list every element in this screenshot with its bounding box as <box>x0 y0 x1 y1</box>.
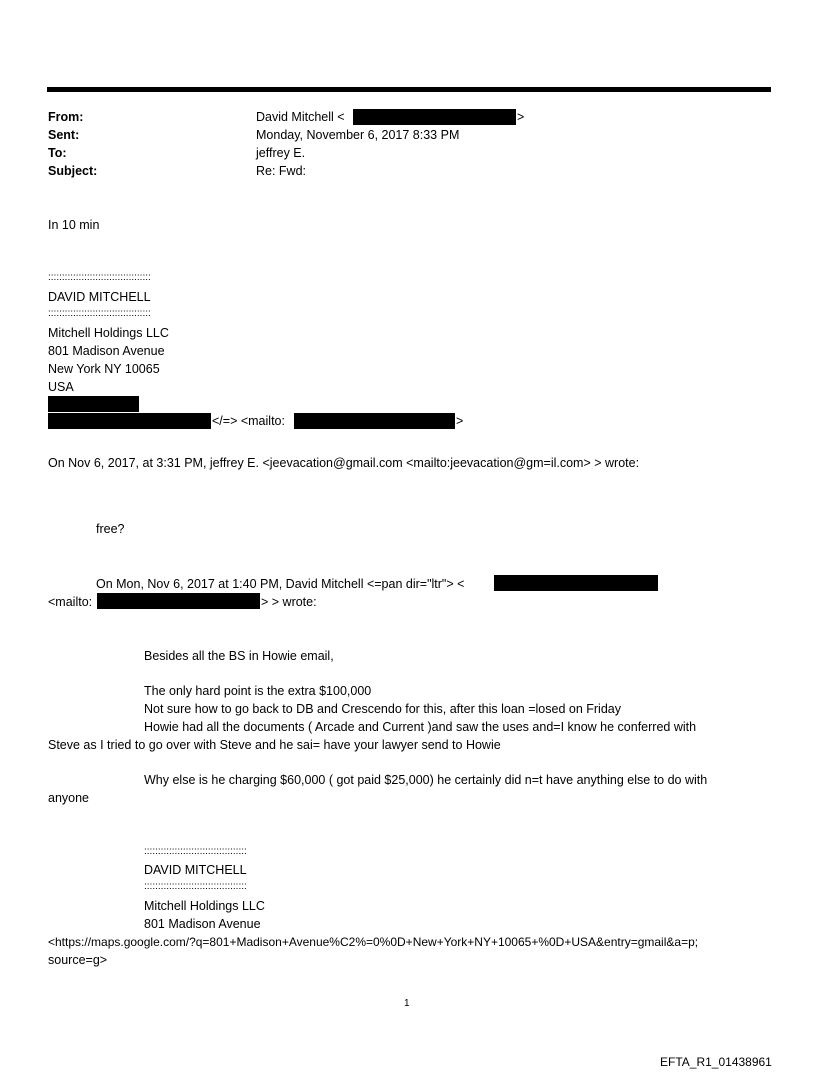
from-value-prefix: David Mitchell < <box>256 110 345 124</box>
reply-body: In 10 min <box>48 218 100 232</box>
paragraph: Steve as I tried to go over with Steve and he sai= have your lawyer send to Howie <box>48 738 501 752</box>
from-value-suffix: > <box>517 110 525 124</box>
paragraph: Besides all the BS in Howie email, <box>144 649 334 663</box>
map-link-continued[interactable]: source=g> <box>48 953 108 967</box>
redaction-box <box>353 109 516 125</box>
quote-attribution: On Nov 6, 2017, at 3:31 PM, jeffrey E. <jeevacation@gmail.com <mailto:jeevacation@gm=il.com> > wrote: <box>48 456 640 470</box>
redaction-box <box>294 413 455 429</box>
page-number: 1 <box>404 998 410 1009</box>
map-link[interactable]: <https://maps.google.com/?q=801+Madison+Avenue%C2%=0%0D+New+York+NY+10065+%0D+USA&entry=gmail&a=p; <box>48 935 699 949</box>
signature-divider: ::::::::::::::::::::::::::::::::::::: <box>48 272 151 283</box>
signature-divider: ::::::::::::::::::::::::::::::::::::: <box>144 881 247 892</box>
paragraph: The only hard point is the extra $100,000 <box>144 684 372 698</box>
quote-attribution: On Mon, Nov 6, 2017 at 1:40 PM, David Mitchell <=pan dir="ltr"> < <box>96 577 465 591</box>
header-rule <box>47 87 771 92</box>
paragraph: anyone <box>48 791 90 805</box>
signature-street: 801 Madison Avenue <box>48 344 165 358</box>
subject-label: Subject: <box>48 164 98 178</box>
redaction-box <box>97 593 260 609</box>
signature-company: Mitchell Holdings LLC <box>144 899 265 913</box>
to-label: To: <box>48 146 67 160</box>
redaction-box <box>494 575 658 591</box>
signature-city: New York NY 10065 <box>48 362 160 376</box>
sent-label: Sent: <box>48 128 80 142</box>
signature-divider: ::::::::::::::::::::::::::::::::::::: <box>48 308 151 319</box>
document-reference: EFTA_R1_01438961 <box>660 1055 772 1069</box>
quote-attribution-mailto: <mailto: <box>48 595 93 609</box>
signature-name: DAVID MITCHELL <box>48 290 151 304</box>
signature-country: USA <box>48 380 74 394</box>
paragraph: Not sure how to go back to DB and Crescendo for this, after this loan =losed on Friday <box>144 702 621 716</box>
quote-body: free? <box>96 522 125 536</box>
quote-attribution-wrote: > > wrote: <box>261 595 317 609</box>
signature-link-tail: </=> <mailto: <box>212 414 285 428</box>
signature-link-end: > <box>456 414 464 428</box>
from-label: From: <box>48 110 84 124</box>
signature-street: 801 Madison Avenue <box>144 917 261 931</box>
signature-company: Mitchell Holdings LLC <box>48 326 169 340</box>
subject-value: Re: Fwd: <box>256 164 307 178</box>
signature-name: DAVID MITCHELL <box>144 863 247 877</box>
redaction-box <box>48 396 139 412</box>
redaction-box <box>48 413 211 429</box>
sent-value: Monday, November 6, 2017 8:33 PM <box>256 128 460 142</box>
paragraph: Howie had all the documents ( Arcade and Current )and saw the uses and=I know he conferred with <box>144 720 697 734</box>
signature-divider: ::::::::::::::::::::::::::::::::::::: <box>144 846 247 857</box>
to-value: jeffrey E. <box>256 146 306 160</box>
paragraph: Why else is he charging $60,000 ( got paid $25,000) he certainly did n=t have anything else to do with <box>144 773 708 787</box>
